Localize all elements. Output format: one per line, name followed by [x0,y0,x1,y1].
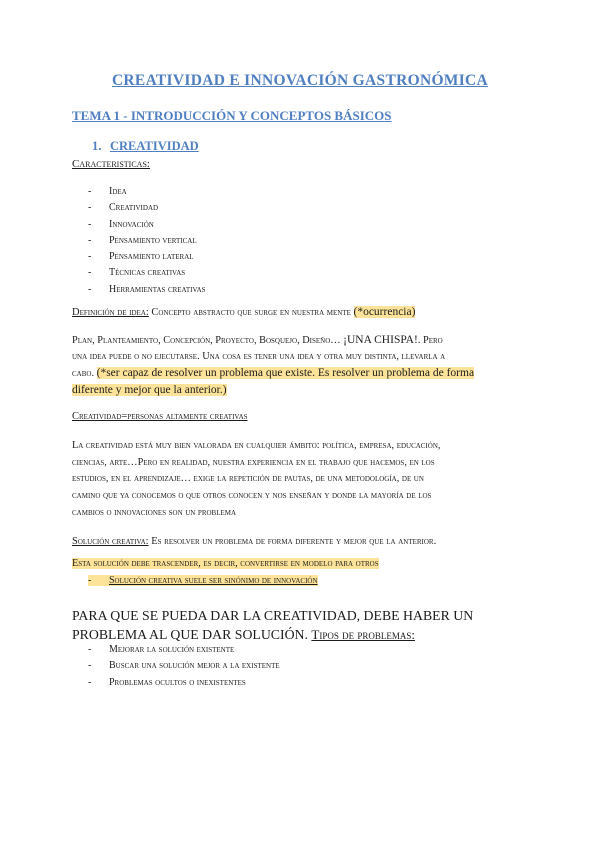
list-dash: - [88,676,92,688]
list-dash: - [88,575,92,586]
creatividad-definition: Creatividad=personas altamente creativas [72,411,248,422]
idea-definition-text: Concepto abstracto que surge en nuestra mente [148,307,354,318]
list-item: - Buscar una solución mejor a la existente [88,658,280,674]
list-item: - Herramientas creativas [88,282,206,298]
list-item: - Innovación [88,217,206,233]
idea-definition-highlight: (*ocurrencia) [353,306,416,318]
problem-statement: PARA QUE SE PUEDA DAR LA CREATIVIDAD, DEBE HABER UN PROBLEMA AL QUE DAR SOLUCIÓN. Tipos de problemas: [72,608,474,642]
list-dash: - [88,267,92,279]
idea-definition [72,306,415,318]
document-title: CREATIVIDAD E INNOVACIÓN GASTRONÓMICA [111,72,489,89]
characteristics-heading: Caracteristicas: [72,158,150,170]
list-dash: - [88,218,92,230]
idea-paragraph: Plan, Planteamiento, Concepción, Proyecto, Bosquejo, Diseño… ¡UNA CHISPA!. Pero una idea puede o no ejecutarse. Una cosa es tener una idea y otra muy distinta, llevarla a cabo. (*ser capaz de resolver un problema que existe. Es resolver un problema de forma diferente y mejor que la anterior.) [72,334,475,397]
solucion-text: Es resolver un problema de forma diferente y mejor que la anterior. [148,536,437,547]
section-heading [92,139,199,154]
list-dash: - [88,186,92,197]
list-dash: - [88,234,92,246]
solucion-label: Solución creativa: [72,536,149,547]
section-number: 1. [92,139,102,153]
list-item: - Solución creativa suele ser sinónimo de innovación [88,573,318,589]
list-item: - Creatividad [88,200,206,216]
solucion-list [88,573,318,589]
list-item: - Problemas ocultos o inexistentes [88,675,280,691]
list-dash: - [88,660,92,672]
list-item: - Pensamiento vertical [88,233,206,249]
list-item: - Técnicas creativas [88,265,206,281]
list-item: - Pensamiento lateral [88,249,206,265]
idea-definition-label: Definición de idea: [72,307,149,318]
list-item: - Idea [88,184,206,200]
section-title: CREATIVIDAD [110,139,199,153]
list-dash: - [88,283,92,295]
list-dash: - [88,251,92,263]
list-item: - Mejorar la solución existente [88,642,280,658]
solucion-definition [72,536,436,547]
problem-types-label: Tipos de problemas: [311,627,415,642]
characteristics-list [88,184,206,298]
creatividad-paragraph: La creatividad está muy bien valorada en cualquier ámbito: política, empresa, educación, ciencias, arte…Pero en realidad, nuestra experiencia en el trabajo que hacemos, en los estudios, en el aprendizaje… exige la repetición de pautas, de una metodología, de un camino que ya conocemos o que otros conocen y nos enseñan y donde la mayoría de los cambios o innovaciones son un problema [72,440,441,518]
list-dash: - [88,202,92,214]
problem-types-list [88,642,280,691]
list-dash: - [88,644,92,655]
solucion-note: Esta solución debe trascender, es decir, convertirse en modelo para otros [72,558,379,569]
tema-heading: TEMA 1 - INTRODUCCIÓN Y CONCEPTOS BÁSICOS [72,108,392,123]
